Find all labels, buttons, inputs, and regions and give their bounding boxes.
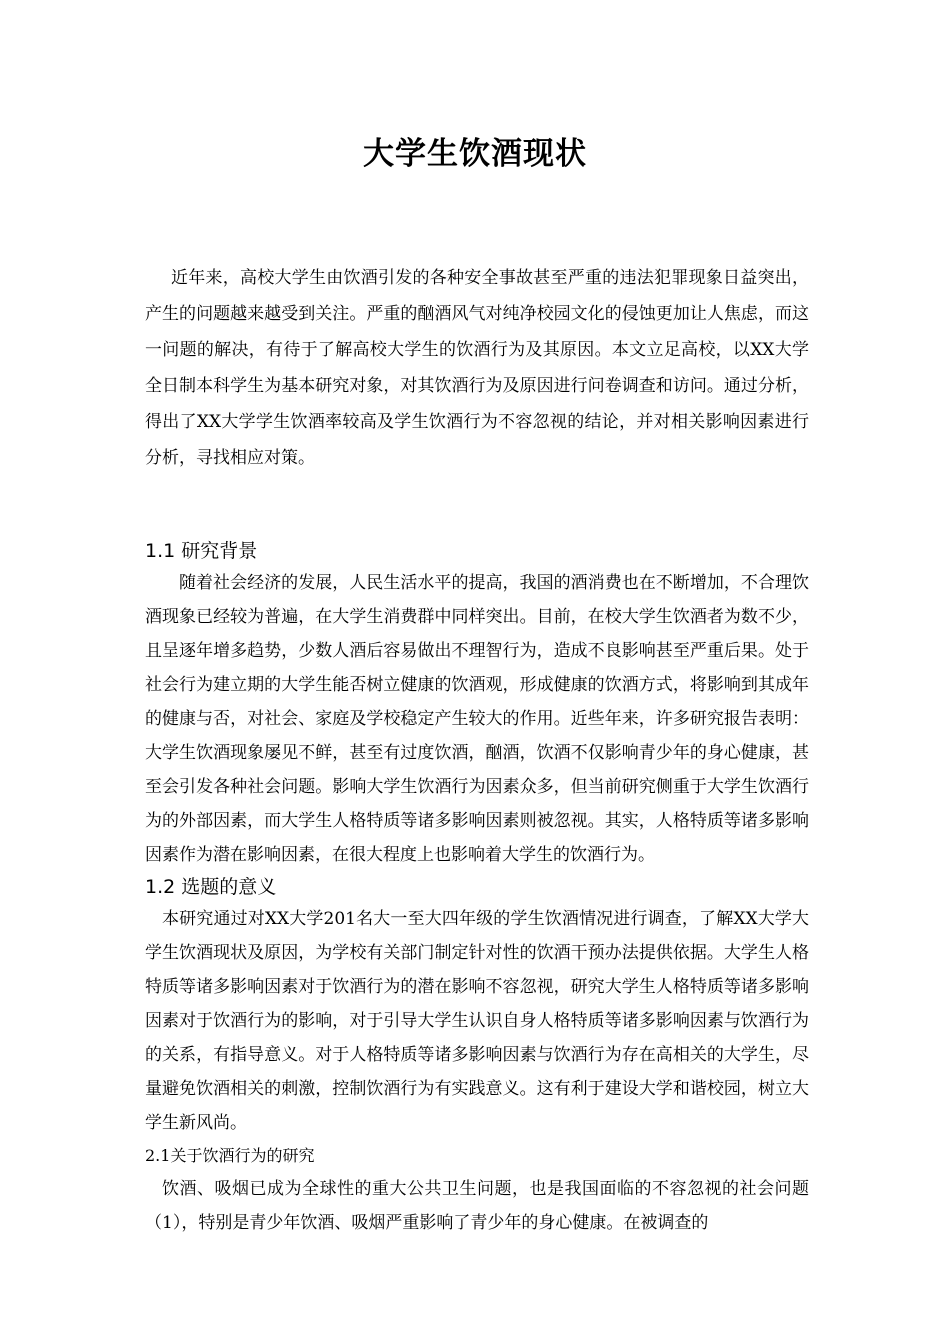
section-paragraph-research-background: 随着社会经济的发展，人民生活水平的提高，我国的酒消费也在不断增加，不合理饮酒现象已经较为普遍，在大学生消费群中同样突出。目前，在校大学生饮酒者为数不少，且呈逐年增多趋势，少数人酒后容易做出不理智行为，造成不良影响甚至严重后果。处于社会行为建立期的大学生能否树立健康的饮酒观，形成健康的饮酒方式，将影响到其成年的健康与否，对社会、家庭及学校稳定产生较大的作用。近些年来，许多研究报告表明：大学生饮酒现象屡见不鲜，甚至有过度饮酒，酗酒，饮酒不仅影响青少年的身心健康，甚至会引发各种社会问题。影响大学生饮酒行为因素众多，但当前研究侧重于大学生饮酒行为的外部因素，而大学生人格特质等诸多影响因素则被忽视。其实，人格特质等诸多影响因素作为潜在影响因素，在很大程度上也影响着大学生的饮酒行为。 xyxy=(145,573,809,865)
section-heading-research-background: 1.1 研究背景 xyxy=(145,540,258,562)
section-heading-topic-significance: 1.2 选题的意义 xyxy=(145,876,277,898)
main-content xyxy=(145,536,809,1240)
subsection-heading-drinking-research: 2.1关于饮酒行为的研究 xyxy=(145,1146,315,1165)
abstract-paragraph: 近年来，高校大学生由饮酒引发的各种安全事故甚至严重的违法犯罪现象日益突出，产生的问题越来越受到关注。严重的酗酒风气对纯净校园文化的侵蚀更加让人焦虑，而这一问题的解决，有待于了解高校大学生的饮酒行为及其原因。本文立足高校，以XX大学全日制本科学生为基本研究对象，对其饮酒行为及原因进行问卷调查和访问。通过分析，得出了XX大学学生饮酒率较高及学生饮酒行为不容忽视的结论，并对相关影响因素进行分析，寻找相应对策。 xyxy=(145,268,809,468)
document-title: 大学生饮酒现状 xyxy=(363,136,587,172)
subsection-paragraph-drinking-research: 饮酒、吸烟已成为全球性的重大公共卫生问题，也是我国面临的不容忽视的社会问题（1），特别是青少年饮酒、吸烟严重影响了青少年的身心健康。在被调查的 xyxy=(145,1179,809,1233)
section-paragraph-topic-significance: 本研究通过对XX大学201名大一至大四年级的学生饮酒情况进行调查，了解XX大学大学生饮酒现状及原因，为学校有关部门制定针对性的饮酒干预办法提供依据。大学生人格特质等诸多影响因素对于饮酒行为的潜在影响不容忽视，研究大学生人格特质等诸多影响因素对于饮酒行为的影响，对于引导大学生认识自身人格特质等诸多影响因素与饮酒行为的关系，有指导意义。对于人格特质等诸多影响因素与饮酒行为存在高相关的大学生，尽量避免饮酒相关的刺激，控制饮酒行为有实践意义。这有利于建设大学和谐校园，树立大学生新风尚。 xyxy=(145,909,809,1133)
abstract-block xyxy=(145,260,809,476)
